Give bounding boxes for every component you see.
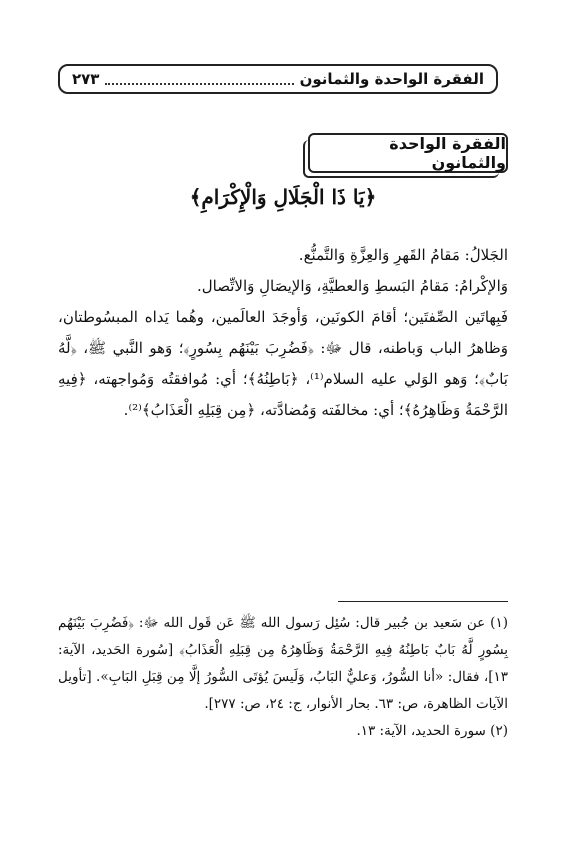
- footnote-separator: [338, 601, 508, 602]
- running-header: [58, 64, 498, 94]
- section-title: الفقرة الواحدة والثمانون: [389, 134, 506, 172]
- running-header-title: الفقرة الواحدة والثمانون: [299, 70, 484, 88]
- invocation-heading: ﴿يَا ذَا الْجَلَالِ وَالْإِكْرَامِ﴾: [189, 185, 377, 209]
- footnote-1-text: عن سَعيد بن جُبير قال: سُئِل رَسول الله ﷺ عَن قَول الله ﷻ: ﴿فَضُرِبَ بَيْنَهُم بِسُورٍ لَّهُ بَابٌ بَاطِنُهُ فِيهِ الرَّحْمَةُ وَظَاهِرُهُ مِن قِبَلِهِ الْعَذَابُ﴾ [سُورة الحَديد، الآية: ١٣]، فقال: «أنا السُّورُ، وَعليٌّ البَابُ، وَلَيسَ يُؤتَى السُّورُ إلَّا مِن قِبَلِ البَابِ». [تأويل الآيات الظاهرة، ص: ٦٣. بحار الأنوار، ج: ٢٤، ص: ٢٧٧].: [58, 615, 508, 712]
- footnote-1: [58, 610, 508, 718]
- footnote-2: [58, 718, 508, 745]
- section-title-box: [308, 133, 508, 173]
- footnote-2-text: سورة الحديد، الآية: ١٣.: [356, 723, 486, 739]
- paragraph-explanation: فَبِهاتَين الصِّفتَين؛ أقامَ الكونَين، وَأوجَدَ العالَمين، وهُما يَداه المبسُوطتان، وَظاهرُ الباب وَباطنه، قال ﷻ: ﴿فَضُرِبَ بَيْنَهُم بِسُورٍ﴾؛ وَهو النَّبي ﷺ، ﴿لَّهُ بَابٌ﴾؛ وَهو الوَلي عليه السلام⁽¹⁾، ﴿بَاطِنُهُ﴾؛ أي: مُوافقتُه وَمُواجهته، ﴿فِيهِ الرَّحْمَةُ وَظَاهِرُهُ﴾؛ أي: مخالفَته وَمُضادَّته، ﴿مِن قِبَلِهِ الْعَذَابُ﴾⁽²⁾.: [58, 308, 508, 419]
- paragraph-ikram: وَالإكْرامُ: مَقامُ البَسطِ وَالعطيَّةِ، وَالإيصَالِ وَالاتِّصال.: [196, 277, 508, 295]
- page-number: ٢٧٣: [72, 70, 100, 88]
- main-text: [58, 240, 508, 426]
- footnotes: [58, 610, 508, 745]
- header-dot-leader: [105, 73, 293, 85]
- footnote-1-number: (١): [490, 615, 508, 631]
- paragraph-jalal: الجَلالُ: مَقامُ القَهرِ وَالعِزَّةِ وَالتَّمنُّع.: [298, 246, 508, 264]
- footnote-2-number: (٢): [490, 723, 508, 739]
